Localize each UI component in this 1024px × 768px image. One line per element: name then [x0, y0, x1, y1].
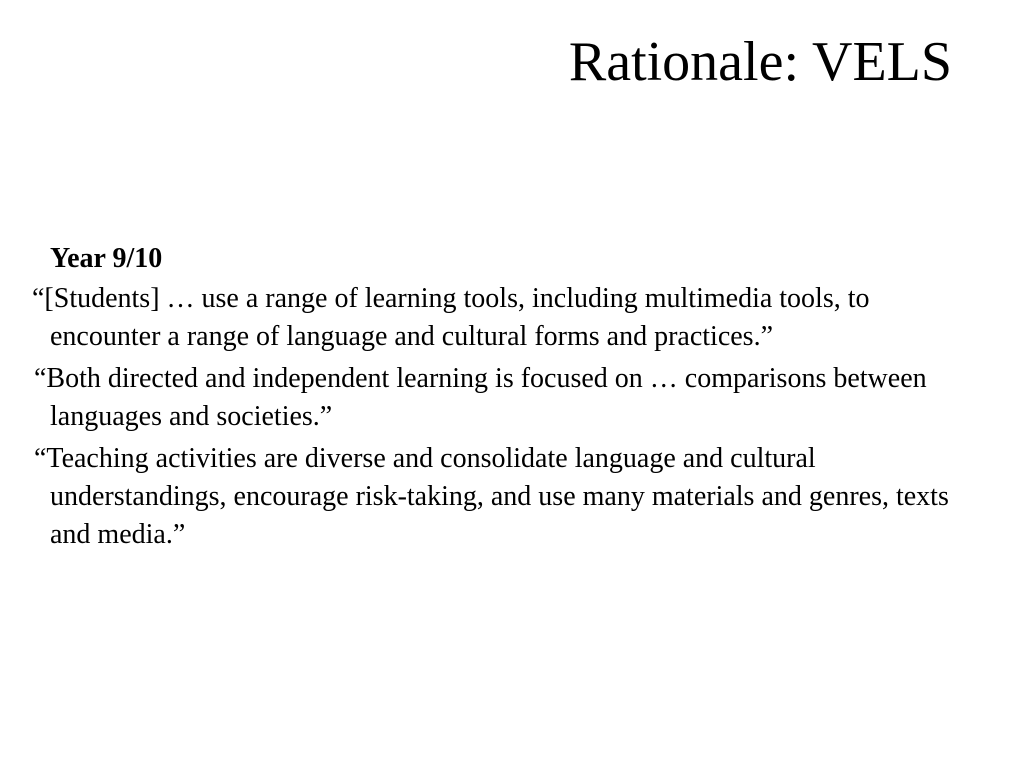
- slide-body: [32, 240, 960, 558]
- quote-paragraph-students: “[Students] … use a range of learning tools, including multimedia tools, to encounter a range of language and cultural forms and practices.”: [32, 283, 870, 352]
- quote-paragraph-teaching: “Teaching activities are diverse and consolidate language and cultural understandings, encourage risk-taking, and use many materials and genres, texts and media.”: [34, 443, 949, 550]
- slide-title: Rationale: VELS: [568, 31, 952, 93]
- quote-paragraph-learning: “Both directed and independent learning is focused on … comparisons between languages and societies.”: [34, 363, 927, 432]
- section-heading: Year 9/10: [50, 243, 163, 274]
